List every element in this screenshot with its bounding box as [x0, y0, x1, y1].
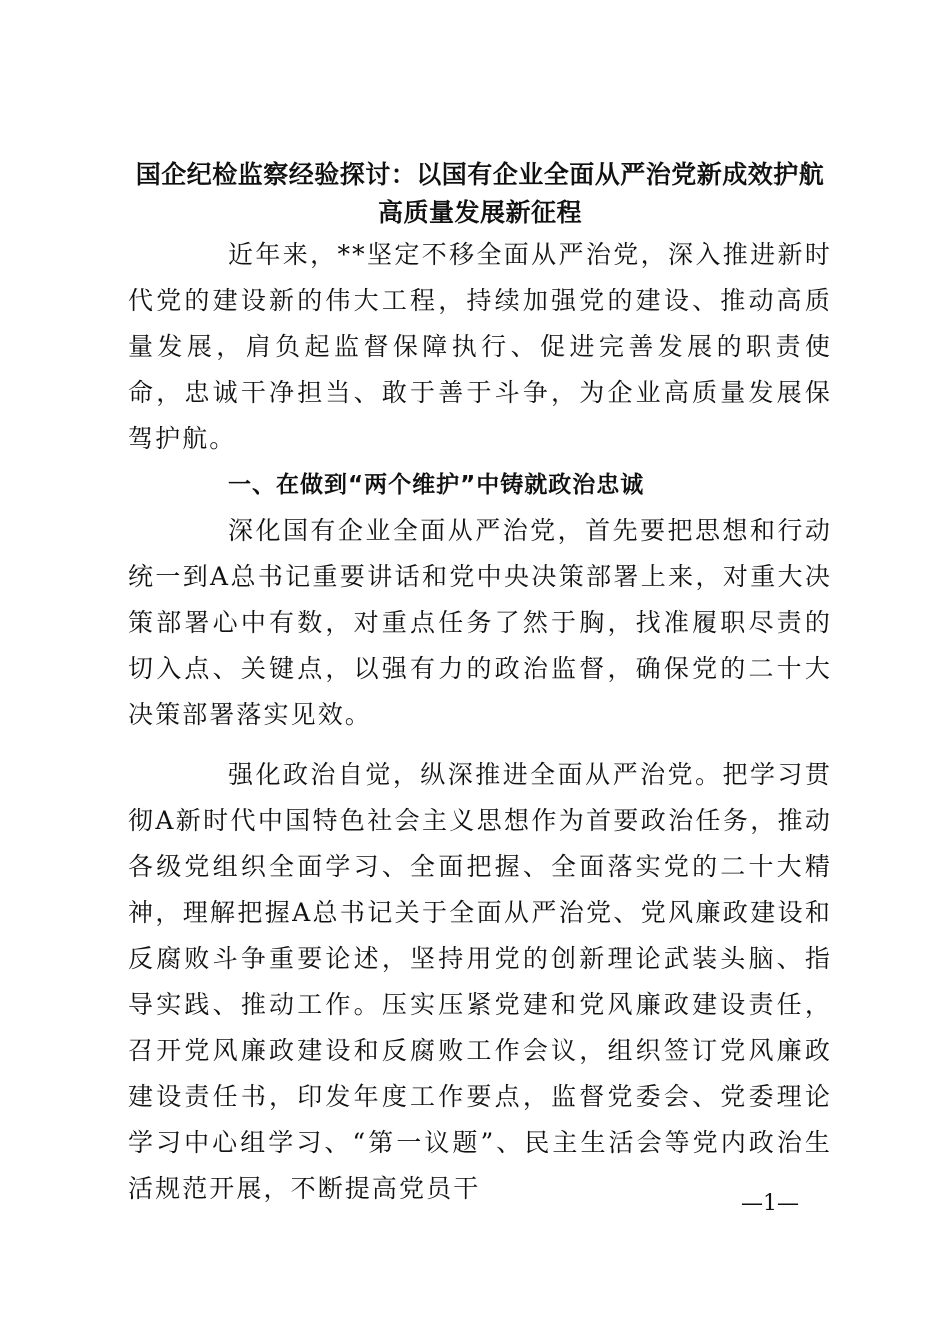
title-line-1: 国企纪检监察经验探讨：以国有企业全面从严治党新成效护航: [135, 160, 825, 189]
page-number: —1—: [741, 1191, 799, 1216]
document-body: [128, 156, 832, 1212]
intro-paragraph: 近年来，**坚定不移全面从严治党，深入推进新时代党的建设新的伟大工程，持续加强党的建设、推动高质量发展，肩负起监督保障执行、促进完善发展的职责使命，忠诚干净担当、敢于善于斗争，为企业高质量发展保驾护航。: [128, 240, 832, 453]
title-line-2: 高质量发展新征程: [377, 198, 582, 227]
document-title: [128, 156, 832, 232]
body-paragraph: 强化政治自觉，纵深推进全面从严治党。把学习贯彻A新时代中国特色社会主义思想作为首要政治任务，推动各级党组织全面学习、全面把握、全面落实党的二十大精神，理解把握A总书记关于全面从严治党、党风廉政建设和反腐败斗争重要论述，坚持用党的创新理论武装头脑、指导实践、推动工作。压实压紧党建和党风廉政建设责任，召开党风廉政建设和反腐败工作会议，组织签订党风廉政建设责任书，印发年度工作要点，监督党委会、党委理论学习中心组学习、“第一议题”、民主生活会等党内政治生活规范开展，不断提高党员干: [128, 760, 832, 1203]
body-paragraph: 深化国有企业全面从严治党，首先要把思想和行动统一到A总书记重要讲话和党中央决策部署上来，对重大决策部署心中有数，对重点任务了然于胸，找准履职尽责的切入点、关键点，以强有力的政治监督，确保党的二十大决策部署落实见效。: [128, 516, 832, 729]
section-heading: 一、在做到“两个维护”中铸就政治忠诚: [228, 472, 645, 498]
